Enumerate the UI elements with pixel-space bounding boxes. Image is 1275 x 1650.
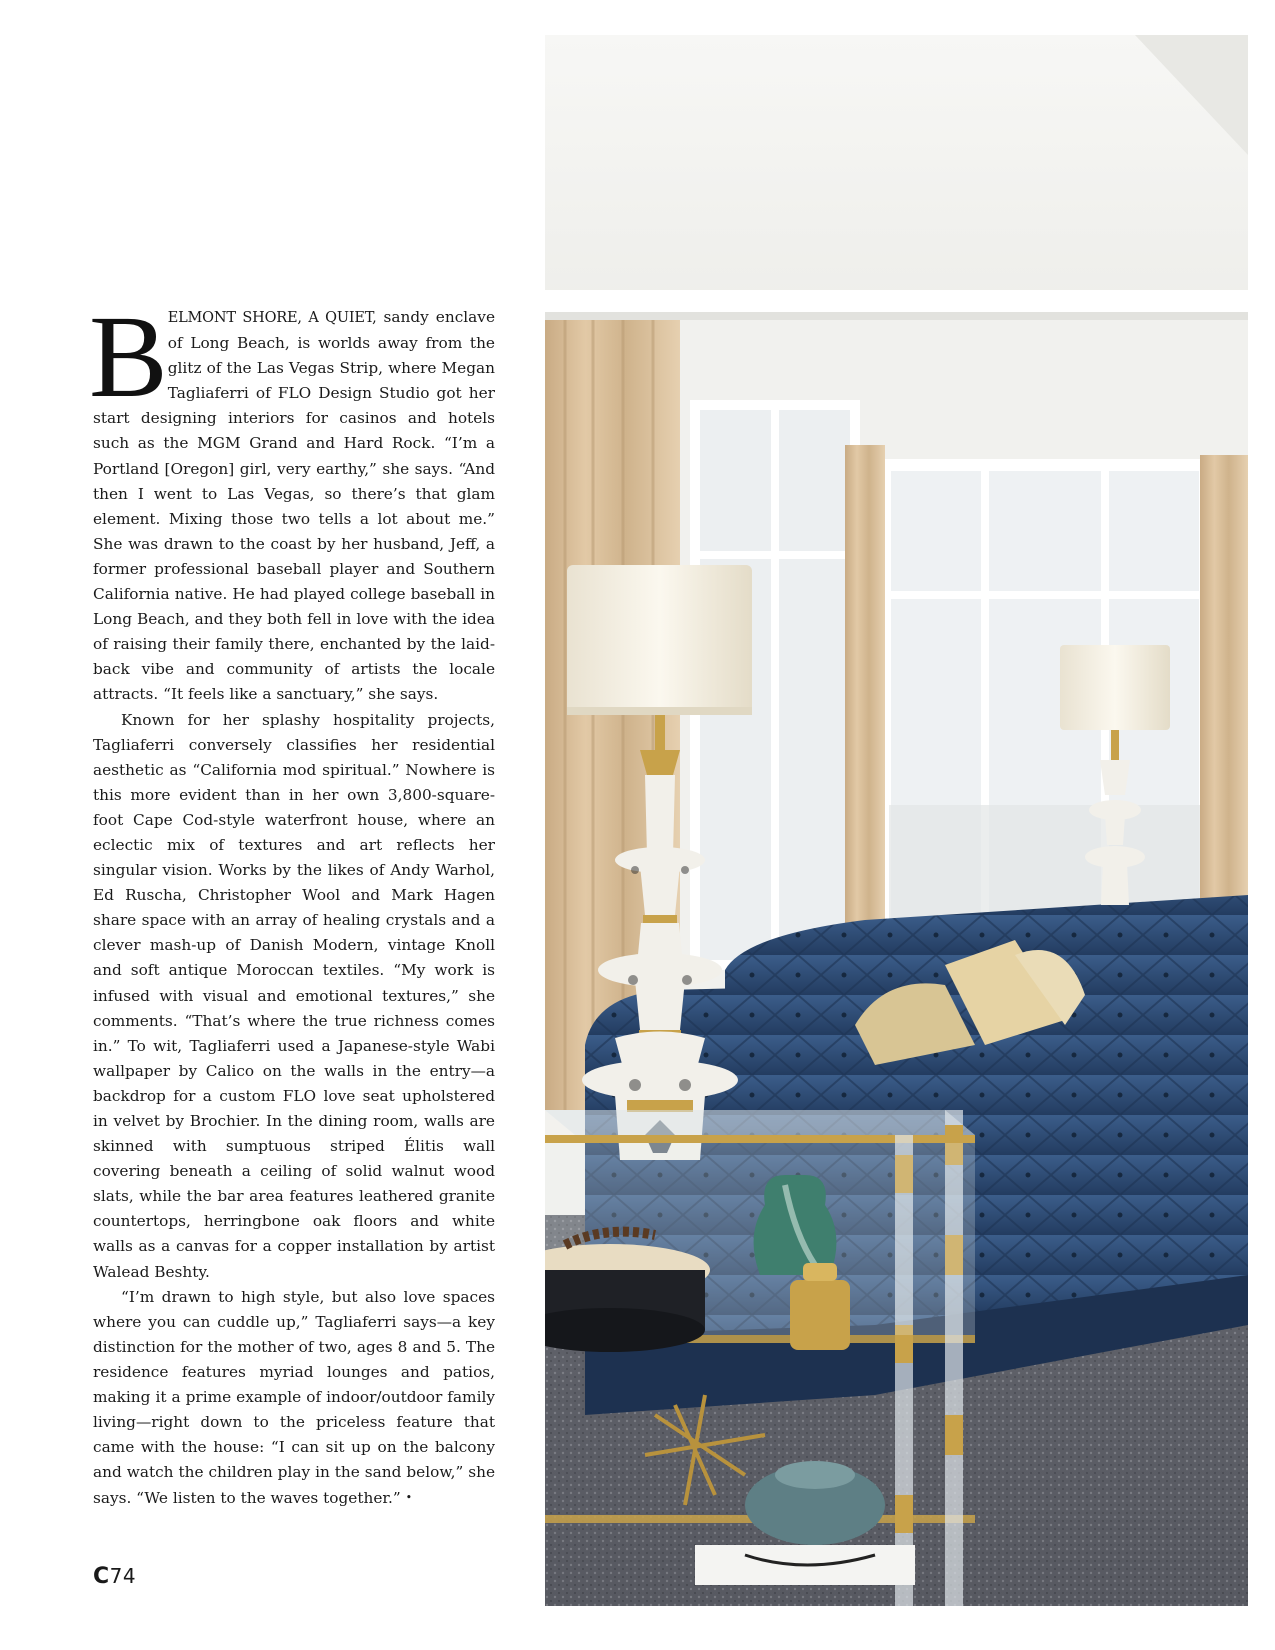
page-folio <box>93 1564 136 1589</box>
drop-cap: B <box>89 291 166 422</box>
end-mark: • <box>405 1491 413 1505</box>
paragraph-3-text: “I’m drawn to high style, but also love spaces where you can cuddle up,” Tagliaferri says—a key distinction for the mother of two, ages 8 and 5. The residence features myriad lounges and patios, making it a prime example of indoor/outdoor family living—right down to the priceless feature that came with the house: “I can sit up on the balcony and watch the children play in the sand below,” she says. “We listen to the waves together.” <box>93 1287 495 1508</box>
article-paragraph-2: Known for her splashy hospitality projects, Tagliaferri conversely classifies her residential aesthetic as “California mod spiritual.” Nowhere is this more evident than in her own 3,800-square-foot Cape Cod-style waterfront house, where an eclectic mix of textures and art reflects her singular vision. Works by the likes of Andy Warhol, Ed Ruscha, Christopher Wool and Mark Hagen share space with an array of healing crystals and a clever mash-up of Danish Modern, vintage Knoll and soft antique Moroccan textiles. “My work is infused with visual and emotional textures,” she comments. “That’s where the true richness comes in.” To wit, Tagliaferri used a Japanese-style Wabi wallpaper by Calico on the walls in the entry—a backdrop for a custom FLO love seat upholstered in velvet by Brochier. In the dining room, walls are skinned with sumptuous striped Élitis wall covering beneath a ceiling of solid walnut wood slats, while the bar area features leathered granite countertops, herringbone oak floors and white walls as a canvas for a copper installation by artist Walead Beshty. <box>93 710 495 1281</box>
interior-illustration <box>545 35 1248 1606</box>
paragraph-1-text: sandy enclave of Long Beach, is worlds away from the glitz of the Las Vegas Strip, where Megan Tagliaferri of FLO Design Studio got her start designing interiors for casinos and hotels such as the MGM Grand and Hard Rock. “I’m a Portland [Oregon] girl, very earthy,” she says. “And then I went to Las Vegas, so there’s that glam element. Mixing those two tells a lot about me.” She was drawn to the coast by her husband, Jeff, a former professional baseball player and Southern California native. He had played college baseball in Long Beach, and they both fell in love with the idea of raising their family there, enchanted by the laid-back vibe and community of artists the locale attracts. “It feels like a sanctuary,” she says. <box>93 308 495 704</box>
article-body <box>89 291 495 1512</box>
article-paragraph-1 <box>89 291 495 708</box>
page-number: 74 <box>109 1564 137 1588</box>
article-paragraph-3 <box>93 1285 495 1512</box>
lead-in: ELMONT SHORE, A QUIET, <box>167 310 377 326</box>
interior-photo <box>545 35 1248 1606</box>
folio-logo: C <box>93 1564 110 1589</box>
